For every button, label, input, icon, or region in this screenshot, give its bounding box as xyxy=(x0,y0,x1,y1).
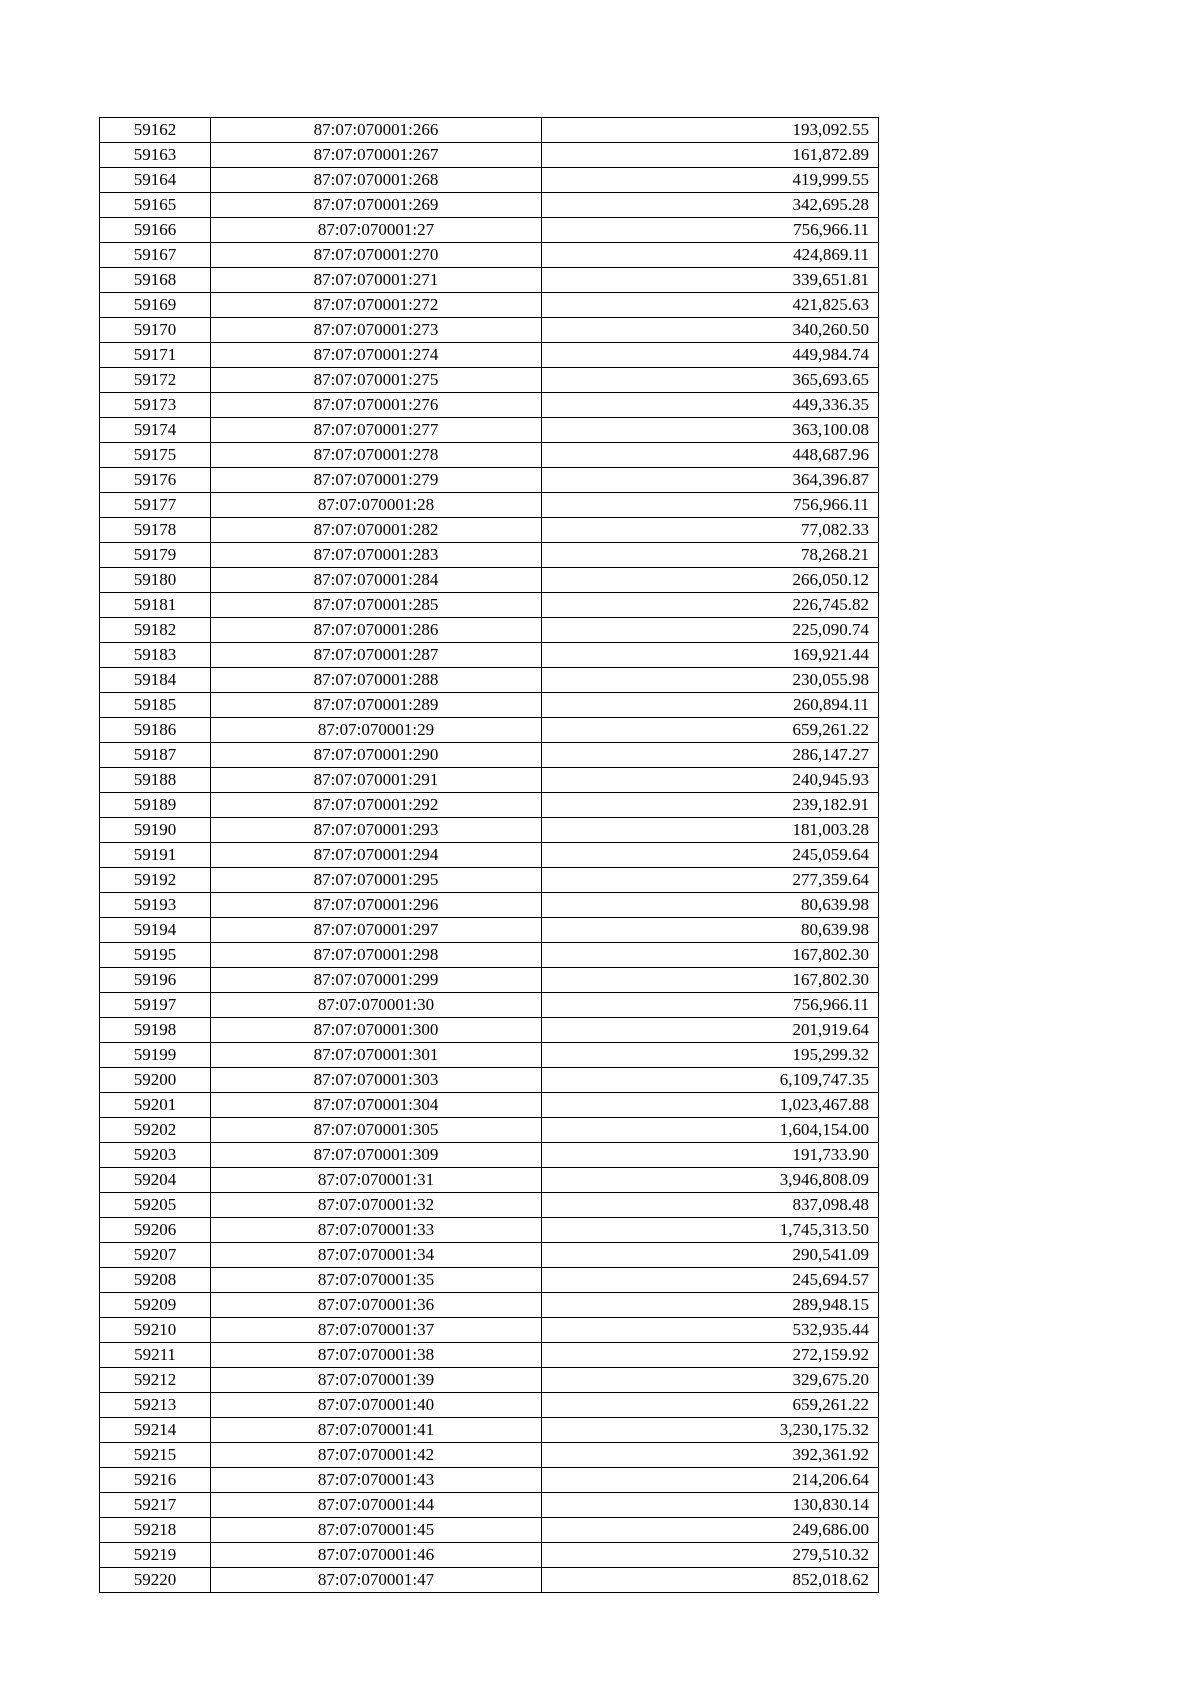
row-number-cell: 59197 xyxy=(100,993,211,1018)
row-number-cell: 59168 xyxy=(100,268,211,293)
row-number-cell: 59205 xyxy=(100,1193,211,1218)
cadastral-number-cell: 87:07:070001:300 xyxy=(211,1018,542,1043)
row-number-cell: 59193 xyxy=(100,893,211,918)
table-row xyxy=(100,443,879,468)
value-cell: 449,984.74 xyxy=(542,343,879,368)
row-number-cell: 59164 xyxy=(100,168,211,193)
cadastral-number-cell: 87:07:070001:35 xyxy=(211,1268,542,1293)
cadastral-number-cell: 87:07:070001:309 xyxy=(211,1143,542,1168)
row-number-cell: 59180 xyxy=(100,568,211,593)
value-cell: 289,948.15 xyxy=(542,1293,879,1318)
row-number-cell: 59213 xyxy=(100,1393,211,1418)
cadastral-number-cell: 87:07:070001:36 xyxy=(211,1293,542,1318)
table-row xyxy=(100,868,879,893)
cadastral-number-cell: 87:07:070001:275 xyxy=(211,368,542,393)
value-cell: 329,675.20 xyxy=(542,1368,879,1393)
cadastral-number-cell: 87:07:070001:296 xyxy=(211,893,542,918)
row-number-cell: 59166 xyxy=(100,218,211,243)
value-cell: 1,604,154.00 xyxy=(542,1118,879,1143)
table-row xyxy=(100,793,879,818)
value-cell: 80,639.98 xyxy=(542,893,879,918)
row-number-cell: 59188 xyxy=(100,768,211,793)
cadastral-number-cell: 87:07:070001:31 xyxy=(211,1168,542,1193)
table-row xyxy=(100,1418,879,1443)
table-row xyxy=(100,1443,879,1468)
value-cell: 342,695.28 xyxy=(542,193,879,218)
row-number-cell: 59219 xyxy=(100,1543,211,1568)
cadastral-number-cell: 87:07:070001:44 xyxy=(211,1493,542,1518)
cadastral-number-cell: 87:07:070001:297 xyxy=(211,918,542,943)
value-cell: 279,510.32 xyxy=(542,1543,879,1568)
value-cell: 3,946,808.09 xyxy=(542,1168,879,1193)
row-number-cell: 59209 xyxy=(100,1293,211,1318)
row-number-cell: 59189 xyxy=(100,793,211,818)
value-cell: 365,693.65 xyxy=(542,368,879,393)
cadastral-number-cell: 87:07:070001:294 xyxy=(211,843,542,868)
value-cell: 364,396.87 xyxy=(542,468,879,493)
cadastral-number-cell: 87:07:070001:287 xyxy=(211,643,542,668)
row-number-cell: 59216 xyxy=(100,1468,211,1493)
row-number-cell: 59217 xyxy=(100,1493,211,1518)
row-number-cell: 59163 xyxy=(100,143,211,168)
table-row xyxy=(100,218,879,243)
value-cell: 80,639.98 xyxy=(542,918,879,943)
table-row xyxy=(100,1518,879,1543)
row-number-cell: 59208 xyxy=(100,1268,211,1293)
table-row xyxy=(100,768,879,793)
table-row xyxy=(100,1468,879,1493)
cadastral-number-cell: 87:07:070001:292 xyxy=(211,793,542,818)
table-row xyxy=(100,968,879,993)
row-number-cell: 59194 xyxy=(100,918,211,943)
value-cell: 201,919.64 xyxy=(542,1018,879,1043)
value-cell: 449,336.35 xyxy=(542,393,879,418)
cadastral-number-cell: 87:07:070001:299 xyxy=(211,968,542,993)
value-cell: 659,261.22 xyxy=(542,718,879,743)
row-number-cell: 59185 xyxy=(100,693,211,718)
value-cell: 181,003.28 xyxy=(542,818,879,843)
table-row xyxy=(100,518,879,543)
cadastral-number-cell: 87:07:070001:267 xyxy=(211,143,542,168)
table-row xyxy=(100,1193,879,1218)
table-row xyxy=(100,493,879,518)
table-row xyxy=(100,1143,879,1168)
row-number-cell: 59199 xyxy=(100,1043,211,1068)
table-row xyxy=(100,318,879,343)
cadastral-number-cell: 87:07:070001:284 xyxy=(211,568,542,593)
row-number-cell: 59182 xyxy=(100,618,211,643)
table-row xyxy=(100,343,879,368)
cadastral-number-cell: 87:07:070001:47 xyxy=(211,1568,542,1593)
table-row xyxy=(100,1093,879,1118)
table-row xyxy=(100,818,879,843)
table-row xyxy=(100,1543,879,1568)
value-cell: 1,023,467.88 xyxy=(542,1093,879,1118)
row-number-cell: 59167 xyxy=(100,243,211,268)
cadastral-number-cell: 87:07:070001:291 xyxy=(211,768,542,793)
cadastral-number-cell: 87:07:070001:33 xyxy=(211,1218,542,1243)
cadastral-number-cell: 87:07:070001:270 xyxy=(211,243,542,268)
cadastral-number-cell: 87:07:070001:37 xyxy=(211,1318,542,1343)
cadastral-number-cell: 87:07:070001:304 xyxy=(211,1093,542,1118)
value-cell: 392,361.92 xyxy=(542,1443,879,1468)
row-number-cell: 59203 xyxy=(100,1143,211,1168)
table-row xyxy=(100,568,879,593)
row-number-cell: 59206 xyxy=(100,1218,211,1243)
row-number-cell: 59174 xyxy=(100,418,211,443)
table-row xyxy=(100,1168,879,1193)
row-number-cell: 59173 xyxy=(100,393,211,418)
cadastral-number-cell: 87:07:070001:301 xyxy=(211,1043,542,1068)
row-number-cell: 59192 xyxy=(100,868,211,893)
row-number-cell: 59169 xyxy=(100,293,211,318)
table-row xyxy=(100,268,879,293)
row-number-cell: 59187 xyxy=(100,743,211,768)
value-cell: 339,651.81 xyxy=(542,268,879,293)
row-number-cell: 59214 xyxy=(100,1418,211,1443)
table-row xyxy=(100,918,879,943)
value-cell: 3,230,175.32 xyxy=(542,1418,879,1443)
value-cell: 421,825.63 xyxy=(542,293,879,318)
cadastral-number-cell: 87:07:070001:268 xyxy=(211,168,542,193)
value-cell: 191,733.90 xyxy=(542,1143,879,1168)
cadastral-number-cell: 87:07:070001:285 xyxy=(211,593,542,618)
table-row xyxy=(100,1068,879,1093)
cadastral-number-cell: 87:07:070001:27 xyxy=(211,218,542,243)
row-number-cell: 59176 xyxy=(100,468,211,493)
row-number-cell: 59175 xyxy=(100,443,211,468)
value-cell: 167,802.30 xyxy=(542,943,879,968)
cadastral-number-cell: 87:07:070001:28 xyxy=(211,493,542,518)
table-row xyxy=(100,143,879,168)
row-number-cell: 59172 xyxy=(100,368,211,393)
cadastral-number-cell: 87:07:070001:38 xyxy=(211,1343,542,1368)
value-cell: 161,872.89 xyxy=(542,143,879,168)
cadastral-number-cell: 87:07:070001:274 xyxy=(211,343,542,368)
cadastral-number-cell: 87:07:070001:46 xyxy=(211,1543,542,1568)
cadastral-number-cell: 87:07:070001:293 xyxy=(211,818,542,843)
row-number-cell: 59195 xyxy=(100,943,211,968)
table-row xyxy=(100,1568,879,1593)
value-cell: 195,299.32 xyxy=(542,1043,879,1068)
row-number-cell: 59177 xyxy=(100,493,211,518)
row-number-cell: 59190 xyxy=(100,818,211,843)
row-number-cell: 59181 xyxy=(100,593,211,618)
row-number-cell: 59211 xyxy=(100,1343,211,1368)
table-row xyxy=(100,1243,879,1268)
row-number-cell: 59207 xyxy=(100,1243,211,1268)
cadastral-number-cell: 87:07:070001:45 xyxy=(211,1518,542,1543)
value-cell: 659,261.22 xyxy=(542,1393,879,1418)
value-cell: 290,541.09 xyxy=(542,1243,879,1268)
table-row xyxy=(100,593,879,618)
cadastral-number-cell: 87:07:070001:41 xyxy=(211,1418,542,1443)
table-row xyxy=(100,893,879,918)
cadastral-number-cell: 87:07:070001:288 xyxy=(211,668,542,693)
value-cell: 130,830.14 xyxy=(542,1493,879,1518)
value-cell: 167,802.30 xyxy=(542,968,879,993)
cadastral-number-cell: 87:07:070001:279 xyxy=(211,468,542,493)
table-row xyxy=(100,618,879,643)
table-row xyxy=(100,118,879,143)
row-number-cell: 59218 xyxy=(100,1518,211,1543)
value-cell: 852,018.62 xyxy=(542,1568,879,1593)
value-cell: 340,260.50 xyxy=(542,318,879,343)
table-row xyxy=(100,193,879,218)
table-row xyxy=(100,943,879,968)
table-body xyxy=(100,118,879,1593)
value-cell: 249,686.00 xyxy=(542,1518,879,1543)
cadastral-number-cell: 87:07:070001:34 xyxy=(211,1243,542,1268)
cadastral-number-cell: 87:07:070001:277 xyxy=(211,418,542,443)
value-cell: 78,268.21 xyxy=(542,543,879,568)
value-cell: 226,745.82 xyxy=(542,593,879,618)
row-number-cell: 59178 xyxy=(100,518,211,543)
table-row xyxy=(100,393,879,418)
cadastral-number-cell: 87:07:070001:295 xyxy=(211,868,542,893)
row-number-cell: 59201 xyxy=(100,1093,211,1118)
table-row xyxy=(100,1393,879,1418)
table-row xyxy=(100,1018,879,1043)
table-row xyxy=(100,1293,879,1318)
row-number-cell: 59196 xyxy=(100,968,211,993)
table-row xyxy=(100,543,879,568)
table-row xyxy=(100,468,879,493)
row-number-cell: 59165 xyxy=(100,193,211,218)
table-row xyxy=(100,1368,879,1393)
row-number-cell: 59202 xyxy=(100,1118,211,1143)
row-number-cell: 59200 xyxy=(100,1068,211,1093)
value-cell: 756,966.11 xyxy=(542,993,879,1018)
cadastral-number-cell: 87:07:070001:42 xyxy=(211,1443,542,1468)
value-cell: 266,050.12 xyxy=(542,568,879,593)
row-number-cell: 59215 xyxy=(100,1443,211,1468)
value-cell: 1,745,313.50 xyxy=(542,1218,879,1243)
cadastral-number-cell: 87:07:070001:303 xyxy=(211,1068,542,1093)
table-row xyxy=(100,1268,879,1293)
row-number-cell: 59210 xyxy=(100,1318,211,1343)
cadastral-number-cell: 87:07:070001:30 xyxy=(211,993,542,1018)
value-cell: 230,055.98 xyxy=(542,668,879,693)
cadastral-number-cell: 87:07:070001:305 xyxy=(211,1118,542,1143)
table-row xyxy=(100,993,879,1018)
row-number-cell: 59191 xyxy=(100,843,211,868)
row-number-cell: 59212 xyxy=(100,1368,211,1393)
table-row xyxy=(100,293,879,318)
table-row xyxy=(100,243,879,268)
table-row xyxy=(100,1343,879,1368)
cadastral-number-cell: 87:07:070001:271 xyxy=(211,268,542,293)
cadastral-number-cell: 87:07:070001:43 xyxy=(211,1468,542,1493)
table-row xyxy=(100,1318,879,1343)
value-cell: 424,869.11 xyxy=(542,243,879,268)
cadastral-number-cell: 87:07:070001:278 xyxy=(211,443,542,468)
row-number-cell: 59162 xyxy=(100,118,211,143)
table-row xyxy=(100,1493,879,1518)
cadastral-number-cell: 87:07:070001:29 xyxy=(211,718,542,743)
table-row xyxy=(100,668,879,693)
table-row xyxy=(100,743,879,768)
row-number-cell: 59179 xyxy=(100,543,211,568)
value-cell: 225,090.74 xyxy=(542,618,879,643)
value-cell: 214,206.64 xyxy=(542,1468,879,1493)
value-cell: 6,109,747.35 xyxy=(542,1068,879,1093)
row-number-cell: 59186 xyxy=(100,718,211,743)
value-cell: 419,999.55 xyxy=(542,168,879,193)
value-cell: 277,359.64 xyxy=(542,868,879,893)
value-cell: 245,059.64 xyxy=(542,843,879,868)
row-number-cell: 59198 xyxy=(100,1018,211,1043)
table-row xyxy=(100,718,879,743)
value-cell: 448,687.96 xyxy=(542,443,879,468)
value-cell: 239,182.91 xyxy=(542,793,879,818)
table-row xyxy=(100,643,879,668)
row-number-cell: 59204 xyxy=(100,1168,211,1193)
value-cell: 286,147.27 xyxy=(542,743,879,768)
value-cell: 837,098.48 xyxy=(542,1193,879,1218)
table-row xyxy=(100,1218,879,1243)
row-number-cell: 59170 xyxy=(100,318,211,343)
cadastral-number-cell: 87:07:070001:39 xyxy=(211,1368,542,1393)
value-cell: 77,082.33 xyxy=(542,518,879,543)
cadastral-number-cell: 87:07:070001:282 xyxy=(211,518,542,543)
value-cell: 245,694.57 xyxy=(542,1268,879,1293)
cadastral-number-cell: 87:07:070001:40 xyxy=(211,1393,542,1418)
cadastral-number-cell: 87:07:070001:286 xyxy=(211,618,542,643)
table-row xyxy=(100,1118,879,1143)
value-cell: 169,921.44 xyxy=(542,643,879,668)
table-row xyxy=(100,1043,879,1068)
data-table xyxy=(99,117,879,1593)
cadastral-number-cell: 87:07:070001:290 xyxy=(211,743,542,768)
cadastral-number-cell: 87:07:070001:276 xyxy=(211,393,542,418)
cadastral-number-cell: 87:07:070001:266 xyxy=(211,118,542,143)
table-row xyxy=(100,368,879,393)
table-row xyxy=(100,418,879,443)
row-number-cell: 59184 xyxy=(100,668,211,693)
value-cell: 240,945.93 xyxy=(542,768,879,793)
cadastral-number-cell: 87:07:070001:283 xyxy=(211,543,542,568)
row-number-cell: 59183 xyxy=(100,643,211,668)
cadastral-number-cell: 87:07:070001:298 xyxy=(211,943,542,968)
value-cell: 260,894.11 xyxy=(542,693,879,718)
cadastral-number-cell: 87:07:070001:272 xyxy=(211,293,542,318)
row-number-cell: 59220 xyxy=(100,1568,211,1593)
cadastral-number-cell: 87:07:070001:273 xyxy=(211,318,542,343)
value-cell: 272,159.92 xyxy=(542,1343,879,1368)
table-row xyxy=(100,168,879,193)
cadastral-number-cell: 87:07:070001:289 xyxy=(211,693,542,718)
cadastral-number-cell: 87:07:070001:269 xyxy=(211,193,542,218)
table-row xyxy=(100,843,879,868)
value-cell: 532,935.44 xyxy=(542,1318,879,1343)
value-cell: 363,100.08 xyxy=(542,418,879,443)
table-row xyxy=(100,693,879,718)
value-cell: 756,966.11 xyxy=(542,493,879,518)
value-cell: 756,966.11 xyxy=(542,218,879,243)
cadastral-number-cell: 87:07:070001:32 xyxy=(211,1193,542,1218)
value-cell: 193,092.55 xyxy=(542,118,879,143)
row-number-cell: 59171 xyxy=(100,343,211,368)
